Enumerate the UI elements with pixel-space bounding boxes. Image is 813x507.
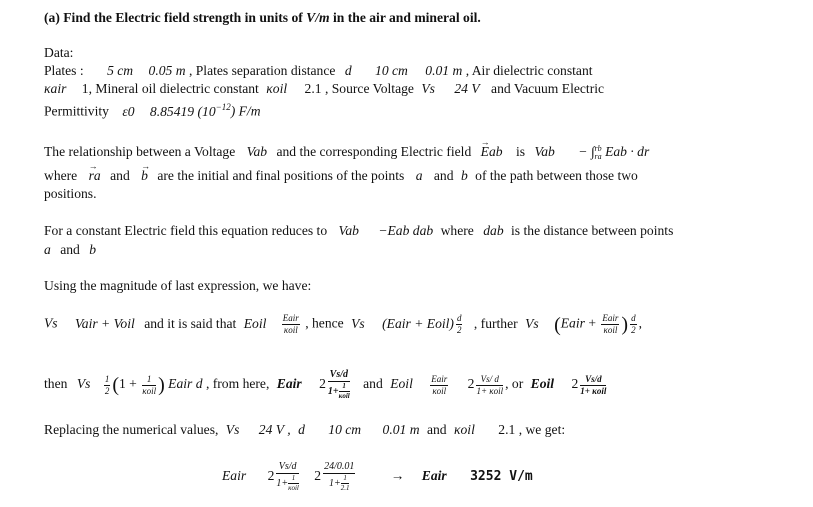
rel-ra: → ra: [89, 168, 101, 184]
eq1-d3-num: d: [631, 313, 636, 323]
eq2-vsd: Vs/d: [329, 369, 348, 380]
rel-point-a: a: [415, 168, 423, 183]
eq2-half-den: 2: [104, 385, 110, 396]
res-subfrac-2: [341, 475, 350, 492]
sep-m: 0.01 m: [425, 63, 463, 78]
eq1-vs: Vs: [44, 315, 58, 331]
heading-unit: V/m: [306, 10, 330, 25]
rel-eab: → Eab: [481, 144, 503, 160]
eq2-eoil-bold: Eoil: [530, 376, 555, 392]
constant-field-line-2: [44, 242, 96, 258]
eq2-inv-num: 1: [142, 375, 156, 386]
cf-point-a: a: [44, 242, 51, 257]
eq1-plus: +: [588, 315, 596, 331]
res-num-val: 24/0.01: [324, 461, 355, 472]
rel-and-2: and: [433, 168, 454, 183]
eq2-open-paren: (: [112, 374, 119, 396]
res-two-2: 2: [314, 468, 322, 484]
rel-vab-2: Vab: [534, 144, 555, 159]
eq1-d2-num: d: [456, 313, 462, 323]
separation-text: , Plates separation distance: [188, 63, 336, 78]
eq1-f-num: Eair: [602, 313, 619, 323]
rel-integral: − ∫: [578, 144, 595, 159]
relationship-line-3: positions.: [44, 186, 97, 201]
eq2-half-num: 1: [104, 373, 110, 384]
eq2-frac-2: [430, 375, 448, 396]
permittivity-text: Permittivity: [44, 103, 109, 119]
rel-integrand: Eab · dr: [605, 144, 650, 159]
eq1-frac-num: Eair: [282, 313, 299, 323]
res-sub-num: 1: [288, 475, 299, 484]
rep-and: and: [426, 422, 447, 437]
res-eair-bold: Eair: [421, 468, 447, 484]
rep-koil: κoil: [453, 422, 475, 437]
res-subfrac-1: [288, 475, 299, 492]
res-frac-2: [323, 462, 355, 492]
res-value: 3252 V/m: [470, 469, 533, 485]
res-sub-den-2: 2.1: [340, 484, 350, 492]
res-sub-num-2: 1: [341, 475, 350, 484]
rel-text-2: and the corresponding Electric field: [276, 144, 472, 159]
eq1-fraction-2: [456, 314, 463, 335]
cf-expr: −Eab dab: [378, 223, 434, 238]
eq1-fraction-1: [282, 314, 300, 335]
rep-d-cm: 10 cm: [328, 422, 362, 437]
eq1-f-den: κoil: [603, 325, 618, 335]
eq1-comma: ,: [638, 315, 642, 331]
eps-unit: ) F/m: [230, 103, 261, 119]
plates-label: Plates :: [44, 63, 84, 78]
eq2-sub-num: 1: [339, 383, 350, 392]
cf-text-1: For a constant Electric field this equation reduces to: [44, 223, 328, 238]
eq2-eoil: Eoil: [390, 376, 413, 392]
eq1-further: , further: [473, 315, 518, 331]
rep-d: d: [298, 422, 305, 437]
vacuum-text: and Vacuum Electric: [491, 81, 605, 96]
eq1-open-paren: (: [554, 313, 561, 336]
rel-integral-limits: [595, 145, 602, 161]
res-two: 2: [267, 468, 275, 484]
rel-vab: Vab: [246, 144, 268, 159]
data-label: Data:: [44, 45, 74, 60]
eq2-frac-4: [580, 375, 606, 396]
oil-const-text: , Mineral oil dielectric constant: [88, 81, 259, 96]
kappa-air-val: 1: [81, 81, 89, 96]
heading-suffix: in the air and mineral oil.: [329, 10, 481, 25]
eq1-said: and it is said that: [144, 315, 237, 331]
eq2-one-plus: 1 +: [118, 376, 137, 392]
eq1-paren: (Eair + Eoil): [382, 315, 454, 331]
res-vsd: Vs/d: [276, 462, 299, 474]
eq2-subfrac: [339, 383, 350, 400]
eps-value: 8.85419 (10: [149, 103, 216, 119]
res-sub-den: κoil: [288, 484, 299, 492]
rel-rb: → b: [141, 168, 148, 184]
eq1-fraction-4: [630, 314, 637, 335]
cf-dab: dab: [483, 223, 504, 238]
res-eair: Eair: [222, 468, 247, 484]
eq1-sum: Vair + Voil: [75, 315, 135, 331]
cf-and: and: [60, 242, 80, 257]
data-oil-line: [44, 81, 604, 97]
kappa-oil: κoil: [266, 81, 288, 96]
res-onep-2: 1+: [328, 477, 341, 489]
eq1-eoil: Eoil: [243, 315, 267, 331]
eps0-symbol: ε0: [122, 103, 135, 119]
res-onep: 1+: [276, 477, 289, 489]
eq2-sub-den: κoil: [338, 392, 350, 400]
eq2-two-3: 2: [571, 376, 579, 392]
rel-int-to: rb: [594, 143, 602, 153]
eq2-frac-3: [476, 375, 503, 396]
eq1-eair: Eair: [560, 315, 585, 331]
rel-and: and: [110, 168, 130, 183]
eq2-from-here: , from here,: [205, 376, 270, 392]
eq2-vsd-3: Vs/d: [580, 375, 606, 386]
eq2-e-num: Eair: [431, 373, 448, 384]
rel-text-3: are the initial and final positions of the points: [157, 168, 405, 183]
cf-vab: Vab: [338, 223, 359, 238]
eq2-and: and: [363, 376, 383, 392]
rep-get: , we get:: [518, 422, 566, 437]
eq2-two-2: 2: [467, 376, 475, 392]
eq2-or: , or: [505, 376, 524, 392]
eq2-den-3: 1+ κoil: [580, 385, 607, 396]
vs-symbol: Vs: [421, 81, 435, 96]
eps-exponent: −12: [215, 102, 231, 112]
data-permittivity-line: [44, 99, 261, 120]
eq2-vsd-2: Vs/ d: [476, 375, 503, 386]
eq2-eaird: Eair d: [168, 376, 203, 392]
replacing-line: [44, 422, 565, 438]
rel-text-1: The relationship between a Voltage: [44, 144, 236, 159]
magnitude-text: Using the magnitude of last expression, we have:: [44, 278, 312, 293]
eq1-d2-den: 2: [456, 325, 462, 335]
res-arrow: →: [390, 468, 405, 484]
eq2-inv: [142, 375, 156, 396]
cf-point-b: b: [89, 242, 97, 257]
part-a-heading: [44, 10, 481, 26]
heading-prefix: (a) Find the Electric field strength in units of: [44, 10, 307, 25]
rel-where: where: [44, 168, 78, 183]
eq2-frac-1: [328, 370, 350, 400]
result-line: [222, 462, 533, 492]
eq1-close-paren: ): [621, 313, 629, 336]
rep-vs: Vs: [225, 422, 240, 437]
rep-d-m: 0.01 m: [382, 422, 420, 437]
plates-cm: 5 cm: [107, 63, 134, 78]
constant-field-line-1: [44, 223, 673, 239]
eq2-e-den: κoil: [432, 385, 447, 396]
res-frac-1: [276, 462, 299, 492]
eq1-frac-den: κoil: [283, 325, 298, 335]
equation-line-2: [44, 370, 608, 400]
cf-text-2: is the distance between points: [511, 223, 674, 238]
eq1-hence: , hence: [305, 315, 344, 331]
cf-where: where: [440, 223, 474, 238]
eq2-two: 2: [319, 376, 326, 392]
relationship-line-1: [44, 144, 649, 161]
rep-text: Replacing the numerical values,: [44, 422, 219, 437]
eq2-vs: Vs: [76, 376, 91, 392]
relationship-line-2: [44, 168, 638, 184]
plates-m: 0.05 m: [148, 63, 186, 78]
eq1-vs-3: Vs: [525, 315, 539, 331]
eq1-d3-den: 2: [631, 325, 636, 335]
equation-line-1: [44, 314, 642, 335]
source-text: , Source Voltage: [324, 81, 414, 96]
eq2-onep: 1+: [327, 385, 339, 397]
eq2-close-paren: ): [158, 374, 165, 396]
sep-cm: 10 cm: [375, 63, 408, 78]
rel-is: is: [515, 144, 526, 159]
eq2-half: [104, 375, 111, 396]
rel-text-4: of the path between those two: [475, 168, 638, 183]
d-symbol: d: [344, 63, 352, 78]
air-const-text: , Air dielectric constant: [465, 63, 593, 78]
eq1-vs-2: Vs: [351, 315, 365, 331]
eq1-fraction-3: [601, 314, 619, 335]
kappa-oil-val: 2.1: [304, 81, 322, 96]
data-plates-line: [44, 63, 593, 79]
kappa-air: κair: [44, 81, 67, 96]
eq2-inv-den: κoil: [142, 385, 157, 396]
eq2-eair: Eair: [276, 376, 302, 392]
rep-vs-val: 24 V ,: [258, 422, 291, 437]
eq2-then: then: [44, 376, 68, 392]
vs-value: 24 V: [454, 81, 480, 96]
eq2-den-2: 1+ κoil: [476, 385, 504, 396]
rep-k-val: 2.1: [498, 422, 516, 437]
rel-int-from: ra: [594, 151, 602, 161]
rel-point-b: b: [460, 168, 468, 183]
